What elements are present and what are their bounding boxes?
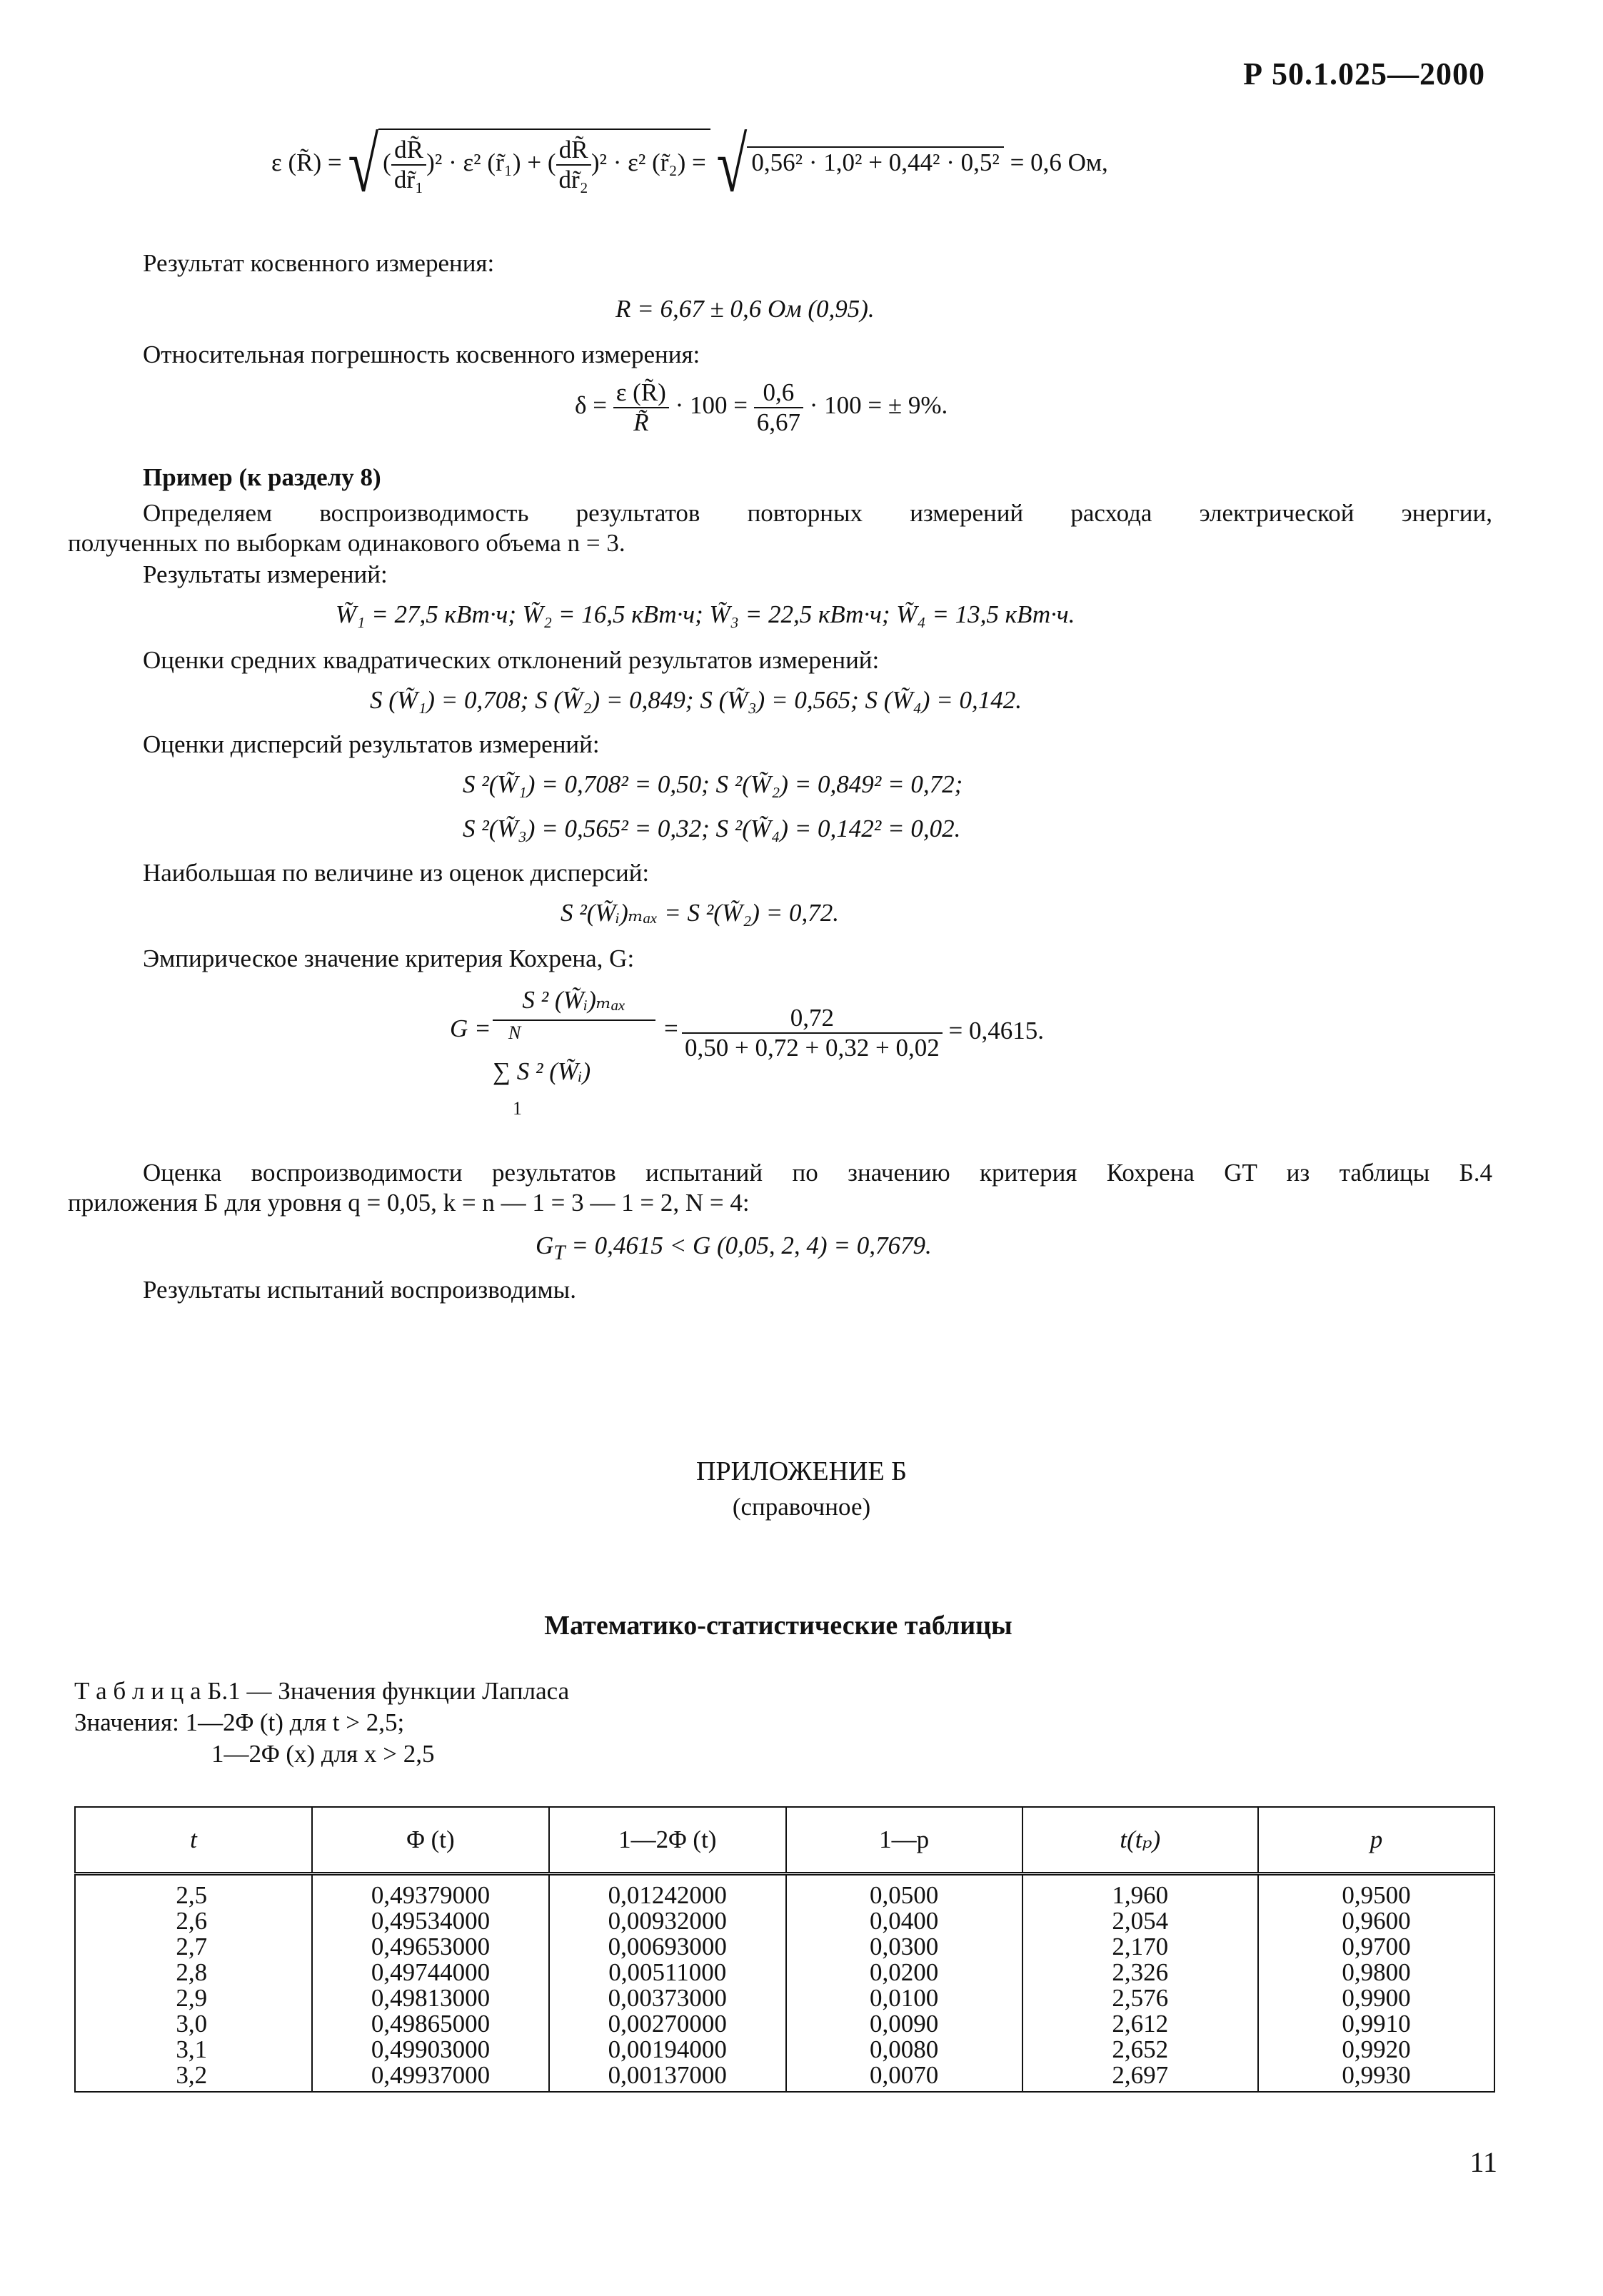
cell-t: 2,7 bbox=[75, 1934, 312, 1960]
cell-one-minus-p: 0,0100 bbox=[786, 1985, 1022, 2011]
cochran-sum: ∑ S ² (W̃ᵢ) bbox=[493, 1057, 591, 1085]
column-header-phi: Φ (t) bbox=[312, 1807, 549, 1874]
cell-p: 0,9910 bbox=[1258, 2011, 1494, 2037]
cochran-critical-comparison: $G_T = 0,4615 < G$ (0,05, 2, 4) = 0,7679. bbox=[536, 1232, 932, 1264]
cochran-equals: = bbox=[664, 1014, 678, 1042]
std-estimates-values: S (W̃₁) = 0,708; S (W̃₂) = 0,849; S (W̃₃) = 0,565; S (W̃₄) = 0,142. bbox=[370, 686, 1022, 714]
cell-t-tp: 1,960 bbox=[1022, 1874, 1259, 1909]
cell-phi: 0,49534000 bbox=[312, 1908, 549, 1934]
cell-p: 0,9900 bbox=[1258, 1985, 1494, 2011]
cell-one-minus-2phi: 0,01242000 bbox=[549, 1874, 786, 1909]
cell-p: 0,9500 bbox=[1258, 1874, 1494, 1909]
cell-t: 2,5 bbox=[75, 1874, 312, 1909]
error-formula-result: = 0,6 Ом, bbox=[1010, 148, 1108, 177]
table-row bbox=[75, 1985, 1494, 2011]
cochran-sum-upper: N bbox=[508, 1022, 521, 1043]
measurements-label: Результаты измерений: bbox=[143, 560, 388, 588]
column-header-one-minus-2phi: 1—2Φ (t) bbox=[549, 1807, 786, 1874]
indirect-result-formula: R = 6,67 ± 0,6 Ом (0,95). bbox=[615, 295, 875, 323]
std-estimates-label: Оценки средних квадратических отклонений результатов измерений: bbox=[143, 646, 880, 674]
cell-one-minus-p: 0,0400 bbox=[786, 1908, 1022, 1934]
cell-one-minus-p: 0,0500 bbox=[786, 1874, 1022, 1909]
cell-phi: 0,49379000 bbox=[312, 1874, 549, 1909]
cell-t-tp: 2,326 bbox=[1022, 1960, 1259, 1985]
table-row bbox=[75, 1908, 1494, 1934]
cell-t-tp: 2,170 bbox=[1022, 1934, 1259, 1960]
appendix-subtitle: (справочное) bbox=[732, 1493, 871, 1521]
cell-one-minus-2phi: 0,00194000 bbox=[549, 2037, 786, 2063]
cell-one-minus-2phi: 0,00270000 bbox=[549, 2011, 786, 2037]
cell-phi: 0,49653000 bbox=[312, 1934, 549, 1960]
cell-p: 0,9600 bbox=[1258, 1908, 1494, 1934]
table-header-row bbox=[75, 1807, 1494, 1874]
delta-rhs: · 100 = ± 9%. bbox=[809, 391, 948, 420]
table-row bbox=[75, 1960, 1494, 1985]
variance-values-line-1: S ²(W̃₁) = 0,708² = 0,50; S ²(W̃₂) = 0,849² = 0,72; bbox=[463, 770, 963, 798]
cell-one-minus-p: 0,0300 bbox=[786, 1934, 1022, 1960]
table-row bbox=[75, 2011, 1494, 2037]
cochran-result: = 0,4615. bbox=[948, 1017, 1044, 1045]
table-caption: Т а б л и ц а Б.1 — Значения функции Лапласа bbox=[74, 1677, 570, 1705]
derivative-denominator-2: dr̃₂ bbox=[558, 166, 588, 193]
error-formula-term-1: · ε² (r̃₁) + bbox=[448, 148, 542, 177]
cell-p: 0,9930 bbox=[1258, 2063, 1494, 2092]
delta-numerator-1: ε (R̃) bbox=[613, 378, 669, 408]
cell-one-minus-2phi: 0,00932000 bbox=[549, 1908, 786, 1934]
error-formula-numeric: 0,56² · 1,0² + 0,44² · 0,5² bbox=[747, 146, 1004, 178]
derivative-denominator-1: dr̃₁ bbox=[393, 166, 424, 193]
delta-denominator-2: 6,67 bbox=[756, 408, 800, 436]
derivative-numerator-1: dR̃ bbox=[391, 136, 426, 166]
table-row bbox=[75, 2063, 1494, 2092]
cell-t: 3,2 bbox=[75, 2063, 312, 2092]
appendix-title: ПРИЛОЖЕНИЕ Б bbox=[696, 1456, 907, 1486]
document-standard-number: Р 50.1.025—2000 bbox=[1243, 56, 1485, 91]
section-title: Математико-статистические таблицы bbox=[544, 1611, 1012, 1641]
cell-one-minus-p: 0,0090 bbox=[786, 2011, 1022, 2037]
table-values-line-2: 1—2Φ (x) для x > 2,5 bbox=[211, 1740, 435, 1768]
cell-phi: 0,49744000 bbox=[312, 1960, 549, 1985]
cell-t-tp: 2,652 bbox=[1022, 2037, 1259, 2063]
conclusion-text: Результаты испытаний воспроизводимы. bbox=[143, 1276, 576, 1304]
delta-middle: · 100 = bbox=[675, 391, 748, 420]
cochran-sum-lower: 1 bbox=[513, 1098, 522, 1119]
cell-t-tp: 2,697 bbox=[1022, 2063, 1259, 2092]
indirect-result-label: Результат косвенного измерения: bbox=[143, 249, 495, 277]
cell-phi: 0,49903000 bbox=[312, 2037, 549, 2063]
column-header-one-minus-p: 1—p bbox=[786, 1807, 1022, 1874]
cochran-empirical-label: Эмпирическое значение критерия Кохрена, G: bbox=[143, 945, 635, 972]
cell-one-minus-2phi: 0,00511000 bbox=[549, 1960, 786, 1985]
derivative-numerator-2: dR̃ bbox=[556, 136, 591, 166]
cell-one-minus-p: 0,0080 bbox=[786, 2037, 1022, 2063]
cell-phi: 0,49865000 bbox=[312, 2011, 549, 2037]
cochran-fraction-line bbox=[493, 1019, 655, 1021]
cell-t: 2,8 bbox=[75, 1960, 312, 1985]
table-row bbox=[75, 1934, 1494, 1960]
example-paragraph-line-2: полученных по выборкам одинакового объема n = 3. bbox=[68, 529, 625, 557]
cell-p: 0,9700 bbox=[1258, 1934, 1494, 1960]
example-heading: Пример (к разделу 8) bbox=[143, 463, 381, 491]
variance-estimates-label: Оценки дисперсий результатов измерений: bbox=[143, 730, 600, 758]
cell-p: 0,9920 bbox=[1258, 2037, 1494, 2063]
cochran-g-numerator: S ² (W̃ᵢ)ₘₐₓ bbox=[522, 986, 626, 1014]
cell-t-tp: 2,576 bbox=[1022, 1985, 1259, 2011]
cell-t-tp: 2,054 bbox=[1022, 1908, 1259, 1934]
largest-variance-formula: S ²(W̃ᵢ)ₘₐₓ = S ²(W̃₂) = 0,72. bbox=[561, 899, 840, 927]
cochran-numerator-2: 0,72 bbox=[682, 1004, 943, 1034]
error-formula-lhs: ε (R̃) = bbox=[271, 148, 342, 177]
measurement-values: W̃₁ = 27,5 кВт·ч; W̃₂ = 16,5 кВт·ч; W̃₃ = 22,5 кВт·ч; W̃₄ = 13,5 кВт·ч. bbox=[336, 600, 1075, 628]
error-formula bbox=[271, 121, 1108, 208]
cell-one-minus-2phi: 0,00373000 bbox=[549, 1985, 786, 2011]
cochran-g-lhs: G = bbox=[450, 1014, 491, 1042]
page-number: 11 bbox=[1469, 2146, 1497, 2178]
error-formula-radicand: ( $\frac{dR̃}{\text{dr̃₁}}$ )² · ε² (r̃₁) + ( $\frac{dR̃}{\text{dr̃₂}}$ )² · ε² (r̃₂) = bbox=[378, 129, 710, 194]
column-header-p: p bbox=[1258, 1807, 1494, 1874]
cell-one-minus-p: 0,0200 bbox=[786, 1960, 1022, 1985]
cell-one-minus-2phi: 0,00137000 bbox=[549, 2063, 786, 2092]
variance-values-line-2: S ²(W̃₃) = 0,565² = 0,32; S ²(W̃₄) = 0,142² = 0,02. bbox=[463, 815, 961, 842]
delta-numerator-2: 0,6 bbox=[754, 378, 803, 408]
assessment-line-1: Оценка воспроизводимости результатов испытаний по значению критерия Кохрена GT из таблицы Б.4 bbox=[143, 1159, 1492, 1187]
table-values-line-1: Значения: 1—2Φ (t) для t > 2,5; bbox=[74, 1708, 405, 1736]
column-header-t: t bbox=[75, 1807, 312, 1874]
cell-t: 3,1 bbox=[75, 2037, 312, 2063]
sqrt-symbol: √ bbox=[716, 121, 748, 208]
delta-denominator-1: R̃ bbox=[633, 408, 649, 436]
sqrt-symbol: √ bbox=[348, 121, 379, 208]
cell-phi: 0,49937000 bbox=[312, 2063, 549, 2092]
delta-lhs: δ = bbox=[575, 391, 607, 420]
cell-one-minus-p: 0,0070 bbox=[786, 2063, 1022, 2092]
table-row bbox=[75, 2037, 1494, 2063]
error-formula-term-2: · ε² (r̃₂) = bbox=[613, 148, 706, 177]
laplace-table bbox=[74, 1806, 1495, 2093]
cochran-fraction-2 bbox=[682, 1004, 1044, 1062]
largest-variance-label: Наибольшая по величине из оценок дисперсий: bbox=[143, 859, 650, 887]
relative-error-label: Относительная погрешность косвенного измерения: bbox=[143, 341, 700, 368]
cell-t-tp: 2,612 bbox=[1022, 2011, 1259, 2037]
table-row bbox=[75, 1874, 1494, 1909]
cell-t: 2,9 bbox=[75, 1985, 312, 2011]
assessment-line-2: приложения Б для уровня q = 0,05, k = n — 1 = 3 — 1 = 2, N = 4: bbox=[68, 1189, 750, 1217]
cell-phi: 0,49813000 bbox=[312, 1985, 549, 2011]
cell-one-minus-2phi: 0,00693000 bbox=[549, 1934, 786, 1960]
relative-error-formula bbox=[575, 378, 948, 437]
cochran-denominator-2: 0,50 + 0,72 + 0,32 + 0,02 bbox=[685, 1034, 940, 1062]
column-header-t-tp: t(tₚ) bbox=[1022, 1807, 1259, 1874]
cell-p: 0,9800 bbox=[1258, 1960, 1494, 1985]
cell-t: 2,6 bbox=[75, 1908, 312, 1934]
example-paragraph-line-1: Определяем воспроизводимость результатов повторных измерений расхода электрической энергии, bbox=[143, 499, 1492, 527]
cell-t: 3,0 bbox=[75, 2011, 312, 2037]
